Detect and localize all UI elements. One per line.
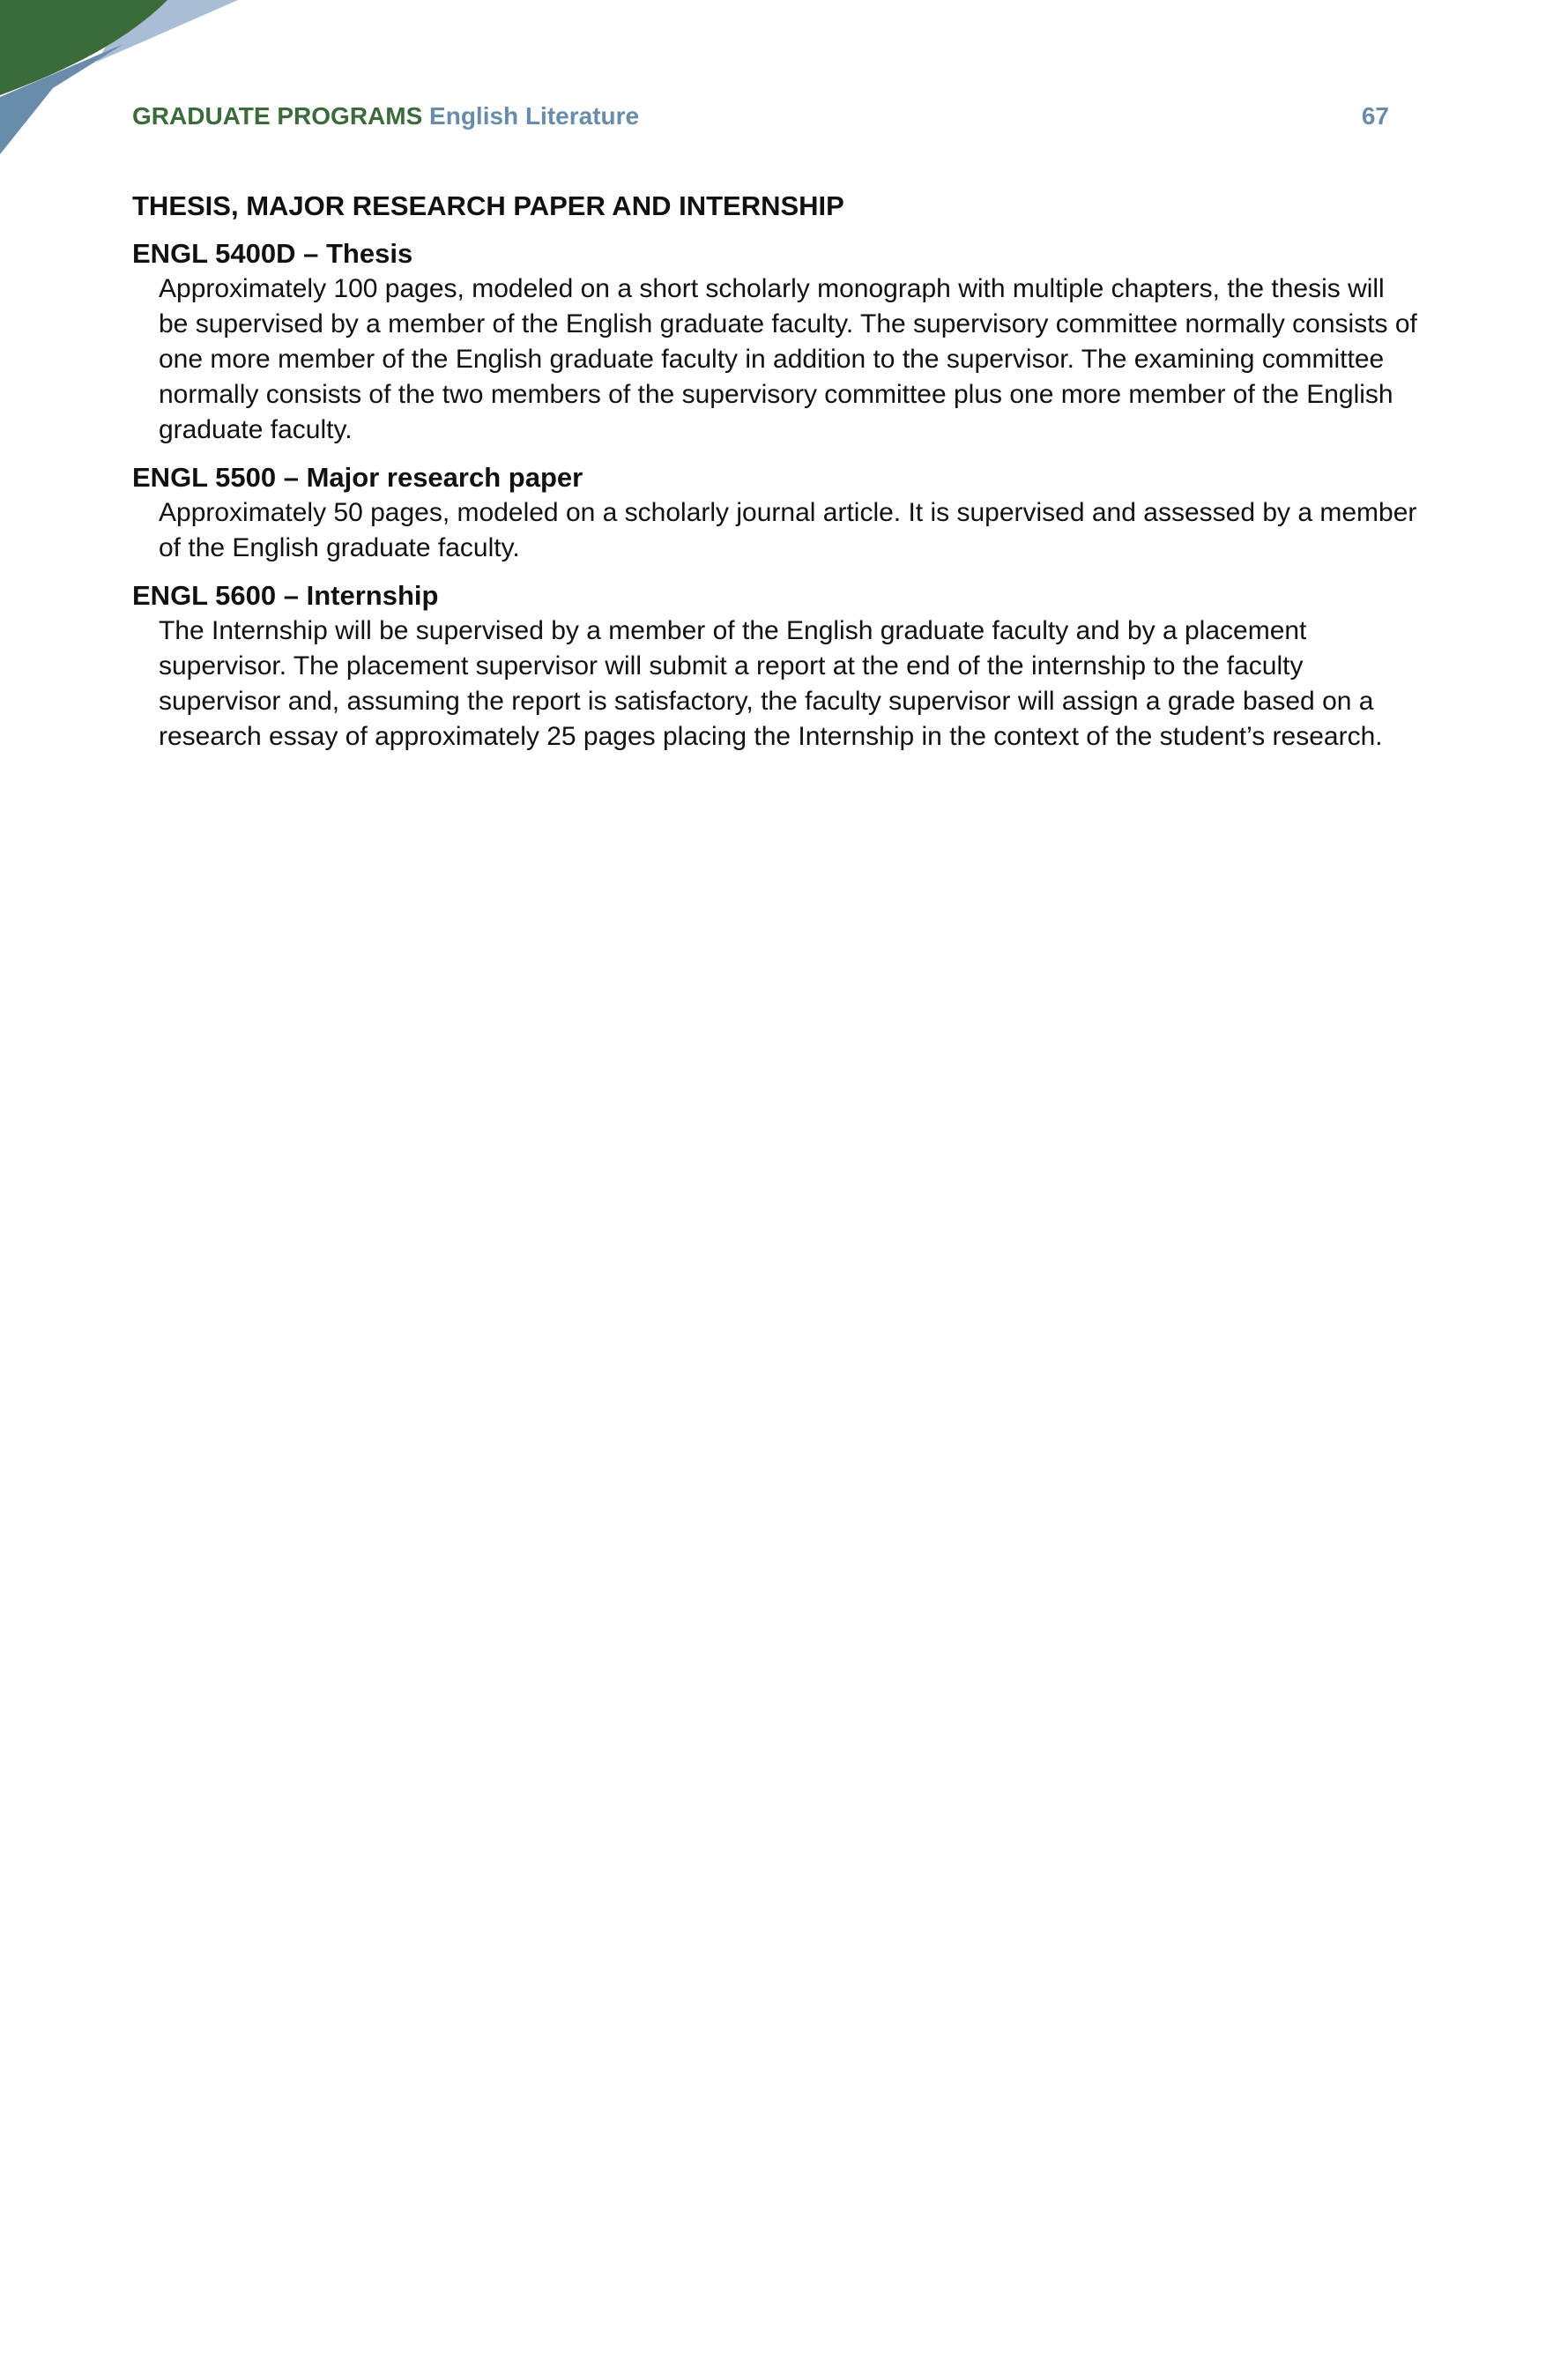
section-heading: THESIS, MAJOR RESEARCH PAPER AND INTERNSHIP: [132, 190, 844, 221]
page-number: 67: [1361, 102, 1389, 130]
course-description: Approximately 50 pages, modeled on a scholarly journal article. It is supervised and assessed by a member of the English graduate faculty.: [159, 498, 1417, 562]
main-content: [132, 189, 1419, 767]
corner-green-shape: [0, 0, 167, 95]
course-description: The Internship will be supervised by a member of the English graduate faculty and by a placement supervisor. The placement supervisor will submit a report at the end of the internship to the faculty supervisor and, assuming the report is satisfactory, the faculty supervisor will assign a grade based on a research essay of approximately 25 pages placing the Internship in the context of the student’s research.: [159, 616, 1383, 751]
course-entry-major-research-paper: [132, 460, 1419, 566]
header-subject: English Literature: [429, 102, 640, 130]
course-entry-internship: [132, 578, 1419, 755]
header-program: GRADUATE PROGRAMS: [132, 102, 423, 130]
course-title: ENGL 5400D – Thesis: [132, 238, 413, 269]
course-description: Approximately 100 pages, modeled on a short scholarly monograph with multiple chapters, the thesis will be supervised by a member of the English graduate faculty. The supervisory committee normally consists of one more member of the English graduate faculty in addition to the supervisor. The examining committee normally consists of the two members of the supervisory committee plus one more member of the English graduate faculty.: [159, 274, 1417, 444]
course-entry-thesis: [132, 236, 1419, 448]
course-title: ENGL 5500 – Major research paper: [132, 462, 583, 493]
course-title: ENGL 5600 – Internship: [132, 580, 439, 611]
corner-decoration: [0, 0, 238, 159]
running-header: [132, 99, 1389, 134]
